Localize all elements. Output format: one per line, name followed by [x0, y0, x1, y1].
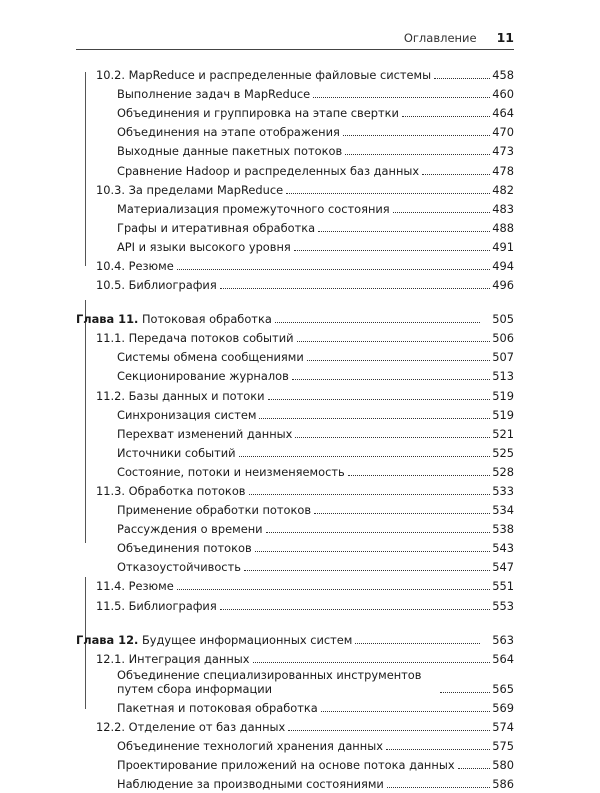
page-ref: 575: [492, 738, 514, 753]
toc-section-entry[interactable]: [76, 717, 514, 736]
dot-leader: [434, 78, 490, 79]
page-ref: 533: [492, 483, 514, 498]
toc-subsection-entry[interactable]: [76, 538, 514, 557]
entry-label: Системы обмена сообщениями: [117, 350, 304, 365]
entry-label: API и языки высокого уровня: [117, 239, 291, 254]
dot-leader: [355, 643, 480, 644]
entry-label: Проектирование приложений на основе потока данных: [117, 758, 455, 772]
page-ref: 494: [492, 259, 514, 274]
toc-subsection-entry[interactable]: [76, 557, 514, 576]
chapter-title: Будущее информационных систем: [141, 632, 353, 647]
page-ref: 496: [492, 278, 514, 293]
entry-label: Сравнение Hadoop и распределенных баз данных: [117, 163, 420, 178]
dot-leader: [259, 418, 490, 419]
page-ref: 534: [492, 503, 514, 518]
chapter-prefix: Глава 12.: [76, 632, 139, 647]
toc-subsection-entry[interactable]: [76, 755, 514, 774]
entry-label: 10.3. За пределами MapReduce: [96, 182, 284, 197]
toc-subsection-entry[interactable]: [76, 424, 514, 443]
entry-label: 10.2. MapReduce и распределенные файловые системы: [96, 68, 432, 83]
page-ref: 553: [492, 598, 514, 613]
page-ref: 547: [492, 560, 514, 575]
entry-label: Секционирование журналов: [117, 369, 289, 384]
dot-leader: [307, 360, 490, 361]
toc-subsection-entry[interactable]: [76, 443, 514, 462]
dot-leader: [440, 692, 490, 693]
page-ref: 551: [492, 579, 514, 594]
chapter-12-entries: [76, 649, 514, 793]
toc-section-entry[interactable]: [76, 481, 514, 500]
page-ref: 521: [492, 426, 514, 441]
dot-leader: [387, 787, 490, 788]
entry-label: Объединения потоков: [117, 541, 252, 556]
page-ref: 569: [492, 700, 514, 715]
page-ref: 507: [492, 350, 514, 365]
entry-label: 11.3. Обработка потоков: [96, 483, 246, 498]
toc-subsection-entry[interactable]: [76, 199, 514, 218]
dot-leader: [297, 341, 491, 342]
dot-leader: [295, 437, 490, 438]
toc-subsection-entry[interactable]: [76, 736, 514, 755]
toc-subsection-entry[interactable]: [76, 774, 514, 793]
toc-subsection-entry[interactable]: [76, 366, 514, 385]
entry-label: Состояние, потоки и неизменяемость: [117, 464, 345, 479]
dot-leader: [249, 494, 491, 495]
entry-label: Пакетная и потоковая обработка: [117, 700, 318, 715]
toc-subsection-entry[interactable]: [76, 84, 514, 103]
toc-section-entry[interactable]: [76, 576, 514, 595]
dot-leader: [239, 456, 491, 457]
page-number: 11: [496, 30, 514, 45]
dot-leader: [275, 322, 480, 323]
page-ref: 519: [492, 407, 514, 422]
dot-leader: [266, 532, 491, 533]
toc-subsection-entry[interactable]: [76, 698, 514, 717]
dot-leader: [313, 97, 490, 98]
page-ref: 460: [492, 87, 514, 102]
entry-label: Объединение специализированных инструментов путем сбора информации: [117, 667, 422, 696]
page-ref: 525: [492, 445, 514, 460]
toc-section-entry[interactable]: [76, 180, 514, 199]
entry-label: Синхронизация систем: [117, 407, 257, 422]
toc-section-entry[interactable]: [76, 595, 514, 614]
page-ref: 565: [492, 681, 514, 696]
dot-leader: [318, 231, 490, 232]
entry-label: 11.1. Передача потоков событий: [96, 331, 294, 346]
toc-section-entry[interactable]: [76, 328, 514, 347]
entry-label: Наблюдение за производными состояниями: [117, 777, 384, 792]
dot-leader: [292, 379, 490, 380]
entry-label: Отказоустойчивость: [117, 560, 241, 575]
dot-leader: [422, 174, 490, 175]
entry-label: Объединения и группировка на этапе свертки: [117, 106, 399, 121]
page-ref: 563: [492, 632, 514, 647]
dot-leader: [268, 399, 491, 400]
toc-section-entry[interactable]: [76, 275, 514, 294]
toc-subsection-entry[interactable]: [76, 347, 514, 366]
entry-label: Выполнение задач в MapReduce: [117, 87, 311, 102]
dot-leader: [348, 475, 491, 476]
dot-leader: [393, 212, 491, 213]
dot-leader: [253, 662, 491, 663]
dot-leader: [255, 551, 491, 552]
toc-subsection-entry[interactable]: [76, 405, 514, 424]
entry-label: Рассуждения о времени: [117, 522, 263, 537]
page-ref: 519: [492, 388, 514, 403]
page-ref: 586: [492, 777, 514, 792]
page-ref: 470: [492, 125, 514, 140]
entry-label: 10.4. Резюме: [96, 259, 174, 274]
dot-leader: [286, 193, 490, 194]
dot-leader: [288, 730, 490, 731]
page-ref: 491: [492, 239, 514, 254]
dot-leader: [244, 570, 490, 571]
chapter-10-entries: [76, 65, 514, 294]
page-ref: 574: [492, 719, 514, 734]
chapter-12-heading[interactable]: [76, 627, 514, 649]
page-ref: 478: [492, 163, 514, 178]
entry-label: Материализация промежуточного состояния: [117, 201, 390, 216]
page-ref: 564: [492, 651, 514, 666]
entry-label: Источники событий: [117, 445, 236, 460]
dot-leader: [345, 154, 490, 155]
toc-subsection-entry[interactable]: [76, 141, 514, 160]
page-ref: 543: [492, 541, 514, 556]
toc-subsection-entry[interactable]: [76, 668, 514, 698]
page-ref: 513: [492, 369, 514, 384]
page-ref: 528: [492, 464, 514, 479]
page-header: [76, 28, 514, 50]
page-ref: 464: [492, 106, 514, 121]
toc-subsection-entry[interactable]: [76, 218, 514, 237]
page-ref: 482: [492, 182, 514, 197]
entry-label: 10.5. Библиография: [96, 278, 217, 293]
toc-subsection-entry[interactable]: [76, 237, 514, 256]
chapter-prefix: Глава 11.: [76, 312, 139, 327]
page-ref: 580: [492, 758, 514, 772]
chapter-11-heading[interactable]: [76, 306, 514, 328]
page-ref: 538: [492, 522, 514, 537]
dot-leader: [177, 269, 491, 270]
page-ref: 488: [492, 220, 514, 235]
toc-subsection-entry[interactable]: [76, 462, 514, 481]
dot-leader: [314, 513, 490, 514]
entry-label: 12.1. Интеграция данных: [96, 651, 250, 666]
toc-subsection-entry[interactable]: [76, 500, 514, 519]
dot-leader: [402, 116, 490, 117]
page-ref: 458: [492, 68, 514, 83]
entry-label: 11.2. Базы данных и потоки: [96, 388, 265, 403]
toc-section-entry[interactable]: [76, 256, 514, 275]
page-ref: 483: [492, 201, 514, 216]
toc-section-entry[interactable]: [76, 385, 514, 404]
entry-label: 11.5. Библиография: [96, 598, 217, 613]
dot-leader: [177, 589, 491, 590]
dot-leader: [294, 250, 490, 251]
chapter-11-entries: [76, 328, 514, 614]
entry-label: 11.4. Резюме: [96, 579, 174, 594]
entry-label: Графы и итеративная обработка: [117, 220, 316, 235]
dot-leader: [321, 711, 491, 712]
dot-leader: [458, 768, 491, 769]
table-of-contents: [76, 65, 514, 793]
page-ref: 506: [492, 331, 514, 346]
toc-section-entry[interactable]: [76, 649, 514, 668]
entry-label: Применение обработки потоков: [117, 503, 312, 518]
entry-label: Перехват изменений данных: [117, 426, 293, 441]
entry-label: 12.2. Отделение от баз данных: [96, 719, 286, 734]
dot-leader: [220, 609, 491, 610]
entry-label: Выходные данные пакетных потоков: [117, 144, 343, 159]
dot-leader: [343, 135, 490, 136]
toc-subsection-entry[interactable]: [76, 103, 514, 122]
entry-label: Объединение технологий хранения данных: [117, 738, 383, 753]
toc-subsection-entry[interactable]: [76, 160, 514, 179]
chapter-title: Потоковая обработка: [141, 312, 272, 327]
dot-leader: [220, 288, 491, 289]
page-ref: 505: [492, 312, 514, 327]
toc-section-entry[interactable]: [76, 65, 514, 84]
toc-subsection-entry[interactable]: [76, 122, 514, 141]
toc-subsection-entry[interactable]: [76, 519, 514, 538]
page-ref: 473: [492, 144, 514, 159]
entry-label: Объединения на этапе отображения: [117, 125, 340, 140]
running-title: Оглавление: [403, 31, 477, 45]
